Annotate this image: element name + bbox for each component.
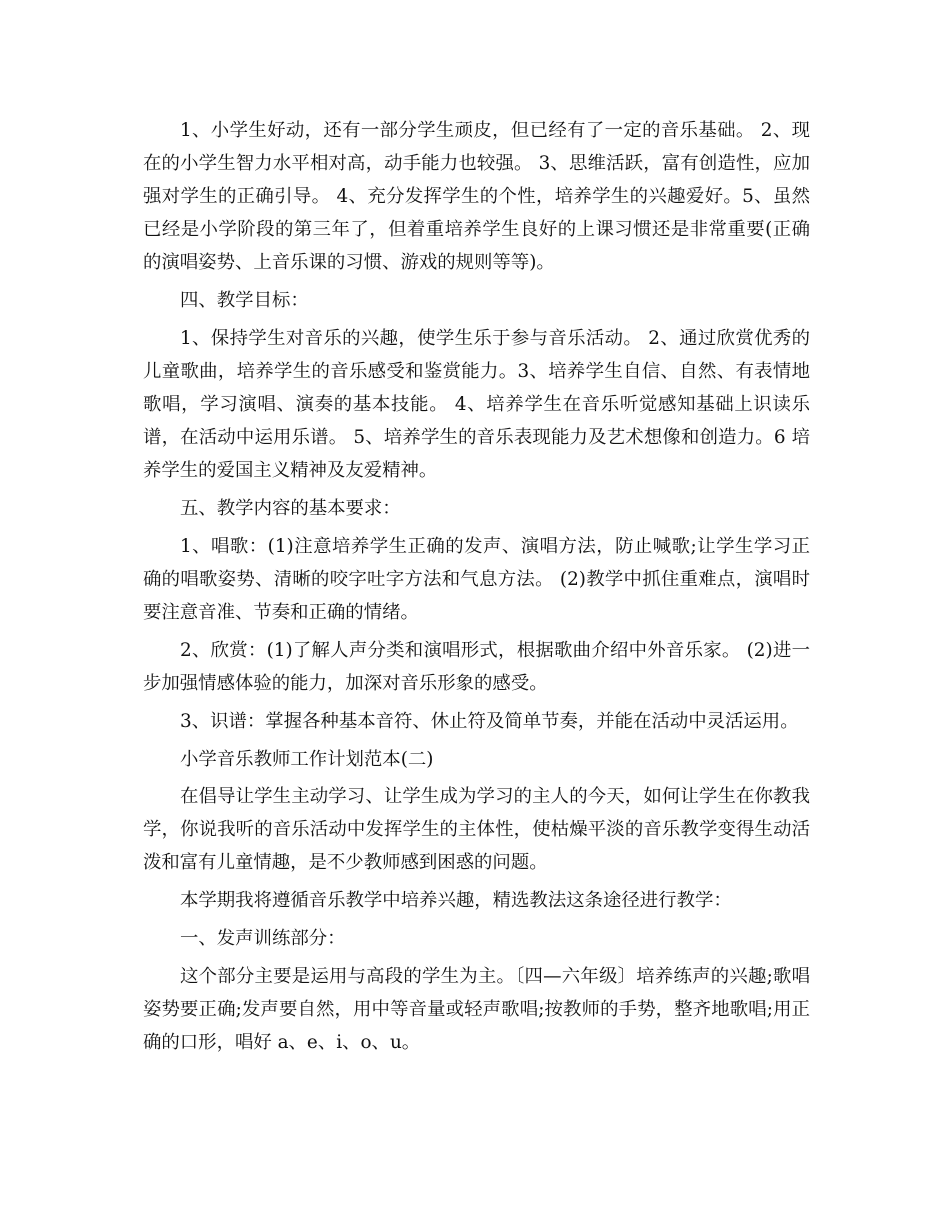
heading-vocal-training: 一、发声训练部分： bbox=[180, 928, 346, 949]
paragraph-teaching-goals: 1、保持学生对音乐的兴趣，使学生乐于参与音乐活动。 2、通过欣赏优秀的儿童歌曲，培养学生的音乐感受和鉴赏能力。3、培养学生自信、自然、有表情地歌唱，学习演唱、演奏的基本技能。 4、培养学生在音乐听觉感知基础上识读乐谱，在活动中运用乐谱。 5、培养学生的音乐表现能力及艺术想像和创造力。6 培养学生的爱国主义精神及友爱精神。 bbox=[143, 328, 810, 481]
paragraph-student-analysis: 1、小学生好动，还有一部分学生顽皮，但已经有了一定的音乐基础。 2、现在的小学生智力水平相对高，动手能力也较强。 3、思维活跃，富有创造性，应加强对学生的正确引导。 4、充分发挥学生的个性，培养学生的兴趣爱好。5、虽然已经是小学阶段的第三年了，但着重培养学生良好的上课习惯还是非常重要(正确的演唱姿势、上音乐课的习惯、游戏的规则等等)。 bbox=[143, 120, 810, 273]
paragraph-vocal-training: 这个部分主要是运用与高段的学生为主。〔四—六年级〕培养练声的兴趣;歌唱姿势要正确;发声要自然，用中等音量或轻声歌唱;按教师的手势，整齐地歌唱;用正确的口形，唱好 a、e、i、o、u。 bbox=[143, 966, 810, 1053]
paragraph-appreciation: 2、欣赏：(1)了解人声分类和演唱形式，根据歌曲介绍中外音乐家。 (2)进一步加强情感体验的能力，加深对音乐形象的感受。 bbox=[143, 640, 810, 694]
paragraph-introduction: 在倡导让学生主动学习、让学生成为学习的主人的今天，如何让学生在你教我学，你说我听的音乐活动中发挥学生的主体性，使枯燥平淡的音乐教学变得生动活泼和富有儿童情趣，是不少教师感到困惑的问题。 bbox=[143, 786, 810, 873]
heading-content-requirements: 五、教学内容的基本要求： bbox=[180, 498, 401, 519]
paragraph-notation: 3、识谱：掌握各种基本音符、休止符及简单节奏，并能在活动中灵活运用。 bbox=[180, 711, 799, 732]
paragraph-semester-plan: 本学期我将遵循音乐教学中培养兴趣，精选教法这条途径进行教学： bbox=[180, 890, 732, 911]
heading-teaching-goals: 四、教学目标： bbox=[180, 290, 309, 311]
document-page bbox=[143, 114, 810, 1064]
paragraph-singing: 1、唱歌：(1)注意培养学生正确的发声、演唱方法，防止喊歌;让学生学习正确的唱歌姿势、清晰的咬字吐字方法和气息方法。 (2)教学中抓住重难点，演唱时要注意音准、节奏和正确的情绪。 bbox=[143, 536, 810, 623]
section-title-sample-two: 小学音乐教师工作计划范本(二) bbox=[180, 749, 434, 770]
